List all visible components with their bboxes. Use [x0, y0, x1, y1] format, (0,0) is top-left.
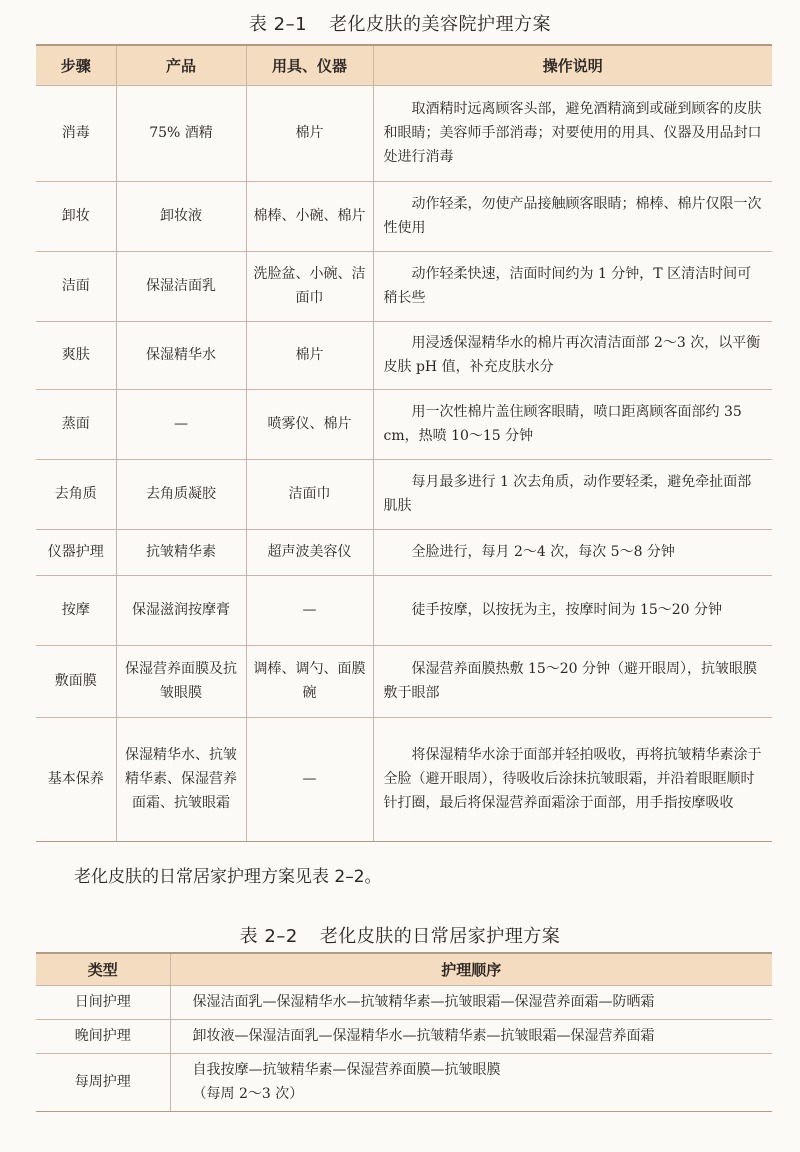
step-cell: 蒸面	[36, 389, 116, 459]
tools-cell: —	[246, 575, 373, 645]
order-cell	[170, 1053, 772, 1111]
product-cell: 去角质凝胶	[116, 459, 246, 529]
table1-header-step: 步骤	[36, 45, 116, 85]
step-cell: 敷面膜	[36, 645, 116, 717]
description-cell: 徒手按摩，以按抚为主，按摩时间为 15～20 分钟	[373, 575, 772, 645]
table1-caption-number: 表 2–1	[248, 14, 308, 35]
table-row	[36, 181, 772, 251]
table-row	[36, 85, 772, 181]
description-cell: 将保湿精华水涂于面部并轻拍吸收，再将抗皱精华素涂于全脸（避开眼周），待吸收后涂抹抗皱眼霜，并沿着眼眶顺时针打圈，最后将保湿营养面霜涂于面部，用手指按摩吸收	[373, 717, 772, 841]
description-cell: 用一次性棉片盖住顾客眼睛，喷口距离顾客面部约 35 cm，热喷 10～15 分钟	[373, 389, 772, 459]
table2-caption-title: 老化皮肤的日常居家护理方案	[319, 926, 561, 947]
tools-cell: 棉片	[246, 85, 373, 181]
table-row	[36, 251, 772, 321]
table2-caption-number: 表 2–2	[239, 926, 298, 947]
product-cell: 卸妆液	[116, 181, 246, 251]
product-cell: —	[116, 389, 246, 459]
tools-cell: 超声波美容仪	[246, 529, 373, 575]
step-cell: 去角质	[36, 459, 116, 529]
table-row	[36, 459, 772, 529]
table2-caption	[0, 922, 800, 948]
tools-cell: 洁面巾	[246, 459, 373, 529]
table-row	[36, 575, 772, 645]
order-cell	[170, 985, 772, 1019]
table2-header-order: 护理顺序	[170, 953, 772, 985]
description-cell: 用浸透保湿精华水的棉片再次清洁面部 2～3 次，以平衡皮肤 pH 值，补充皮肤水分	[373, 321, 772, 389]
description-cell: 动作轻柔快速，洁面时间约为 1 分钟，T 区清洁时间可稍长些	[373, 251, 772, 321]
table-row	[36, 645, 772, 717]
tools-cell: 棉片	[246, 321, 373, 389]
type-cell: 每周护理	[36, 1053, 170, 1111]
table1	[36, 44, 772, 842]
table2-header-type: 类型	[36, 953, 170, 985]
type-cell: 日间护理	[36, 985, 170, 1019]
type-cell: 晚间护理	[36, 1019, 170, 1053]
step-cell: 基本保养	[36, 717, 116, 841]
table1-caption-title: 老化皮肤的美容院护理方案	[329, 14, 552, 35]
table-row	[36, 389, 772, 459]
step-cell: 消毒	[36, 85, 116, 181]
description-cell: 动作轻柔，勿使产品接触顾客眼睛；棉棒、棉片仅限一次性使用	[373, 181, 772, 251]
step-cell: 洁面	[36, 251, 116, 321]
tools-cell: —	[246, 717, 373, 841]
table1-header-description: 操作说明	[373, 45, 772, 85]
step-cell: 卸妆	[36, 181, 116, 251]
product-cell: 保湿精华水、抗皱精华素、保湿营养面霜、抗皱眼霜	[116, 717, 246, 841]
order-text: 保湿洁面乳—保湿精华水—抗皱精华素—抗皱眼霜—保湿营养面霜—防晒霜	[192, 994, 655, 1010]
product-cell: 保湿洁面乳	[116, 251, 246, 321]
order-text: 卸妆液—保湿洁面乳—保湿精华水—抗皱精华素—抗皱眼霜—保湿营养面霜	[192, 1028, 655, 1044]
table2	[36, 952, 772, 1112]
step-cell: 按摩	[36, 575, 116, 645]
product-cell: 75% 酒精	[116, 85, 246, 181]
table1-header-row	[36, 45, 772, 85]
table-row	[36, 1053, 772, 1111]
description-cell: 全脸进行，每月 2～4 次，每次 5～8 分钟	[373, 529, 772, 575]
product-cell: 抗皱精华素	[116, 529, 246, 575]
order-text: 自我按摩—抗皱精华素—保湿营养面膜—抗皱眼膜	[192, 1062, 501, 1078]
intro-paragraph: 老化皮肤的日常居家护理方案见表 2–2。	[74, 867, 382, 887]
tools-cell: 棉棒、小碗、棉片	[246, 181, 373, 251]
product-cell: 保湿营养面膜及抗皱眼膜	[116, 645, 246, 717]
table-row	[36, 717, 772, 841]
order-cell	[170, 1019, 772, 1053]
table-row	[36, 1019, 772, 1053]
description-cell: 每月最多进行 1 次去角质，动作要轻柔，避免牵扯面部肌肤	[373, 459, 772, 529]
description-cell: 保湿营养面膜热敷 15～20 分钟（避开眼周），抗皱眼膜敷于眼部	[373, 645, 772, 717]
step-cell: 爽肤	[36, 321, 116, 389]
table-row	[36, 321, 772, 389]
step-cell: 仪器护理	[36, 529, 116, 575]
table-row	[36, 529, 772, 575]
description-cell: 取酒精时远离顾客头部，避免酒精滴到或碰到顾客的皮肤和眼睛；美容师手部消毒；对要使用的用具、仪器及用品封口处进行消毒	[373, 85, 772, 181]
product-cell: 保湿滋润按摩膏	[116, 575, 246, 645]
tools-cell: 洗脸盆、小碗、洁面巾	[246, 251, 373, 321]
table2-header-row	[36, 953, 772, 985]
table1-header-tools: 用具、仪器	[246, 45, 373, 85]
table1-caption	[0, 10, 800, 36]
tools-cell: 调棒、调勺、面膜碗	[246, 645, 373, 717]
order-note: （每周 2～3 次）	[192, 1086, 304, 1102]
table1-header-product: 产品	[116, 45, 246, 85]
product-cell: 保湿精华水	[116, 321, 246, 389]
tools-cell: 喷雾仪、棉片	[246, 389, 373, 459]
table-row	[36, 985, 772, 1019]
